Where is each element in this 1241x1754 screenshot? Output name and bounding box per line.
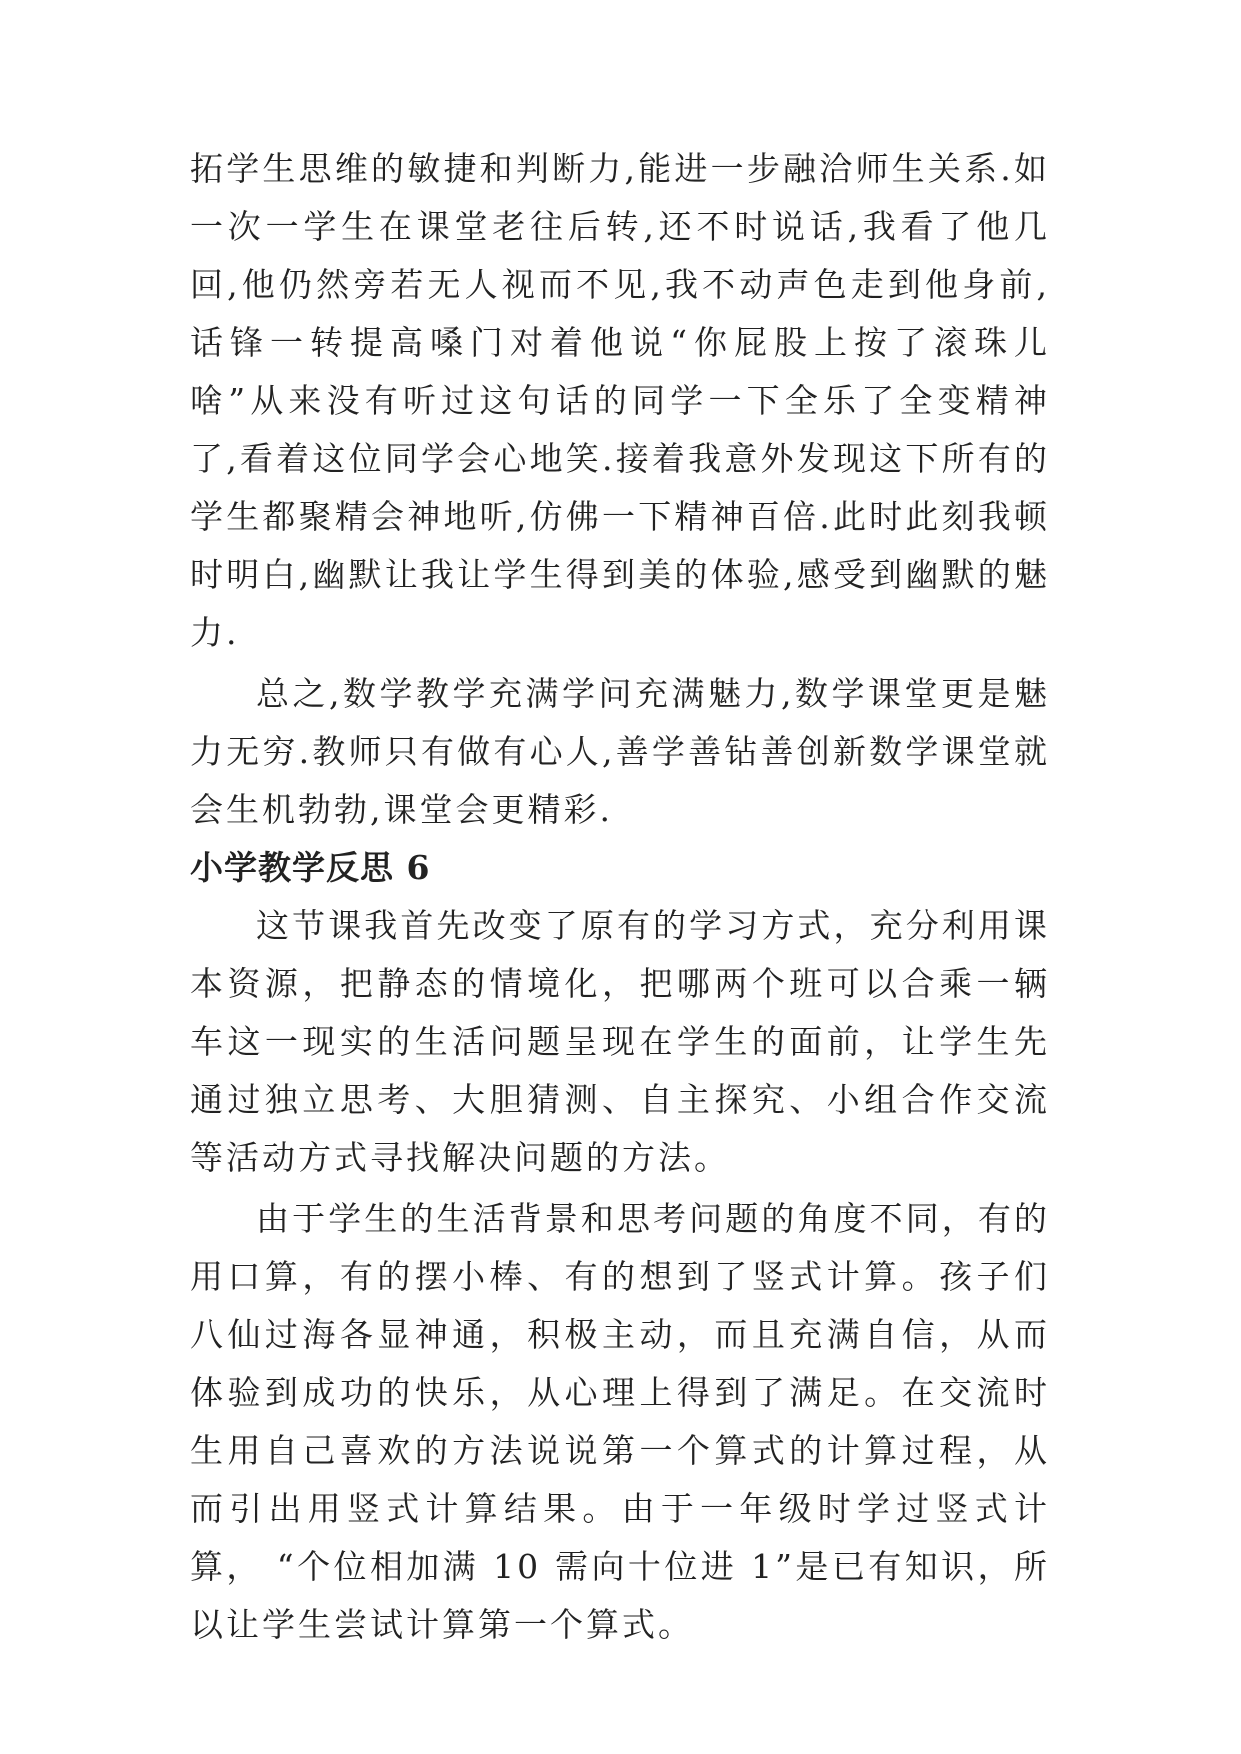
paragraph-continued: 拓学生思维的敏捷和判断力,能进一步融洽师生关系.如一次一学生在课堂老往后转,还不时说话,我看了他几回,他仍然旁若无人视而不见,我不动声色走到他身前,话锋一转提高嗓门对着他说“你屁股上按了滚珠儿啥”从来没有听过这句话的同学一下全乐了全变精神了,看着这位同学会心地笑.接着我意外发现这下所有的学生都聚精会神地听,仿佛一下精神百倍.此时此刻我顿时明白,幽默让我让学生得到美的体验,感受到幽默的魅力. <box>190 149 1050 652</box>
document-body <box>190 140 1050 1654</box>
paragraph-reflection: 由于学生的生活背景和思考问题的角度不同，有的用口算，有的摆小棒、有的想到了竖式计算。孩子们八仙过海各显神通，积极主动，而且充满自信，从而体验到成功的快乐，从心理上得到了满足。在交流时生用自己喜欢的方法说说第一个算式的计算过程，从而引出用竖式计算结果。由于一年级时学过竖式计算， “个位相加满 10 需向十位进 1”是已有知识，所以让学生尝试计算第一个算式。 <box>190 1199 1050 1644</box>
paragraph-conclusion: 总之,数学教学充满学问充满魅力,数学课堂更是魅力无穷.教师只有做有心人,善学善钻善创新数学课堂就会生机勃勃,课堂会更精彩. <box>190 674 1050 829</box>
paragraph-method: 这节课我首先改变了原有的学习方式，充分利用课本资源，把静态的情境化，把哪两个班可以合乘一辆车这一现实的生活问题呈现在学生的面前，让学生先通过独立思考、大胆猜测、自主探究、小组合作交流等活动方式寻找解决问题的方法。 <box>190 906 1050 1177</box>
section-heading: 小学教学反思 6 <box>190 848 431 887</box>
